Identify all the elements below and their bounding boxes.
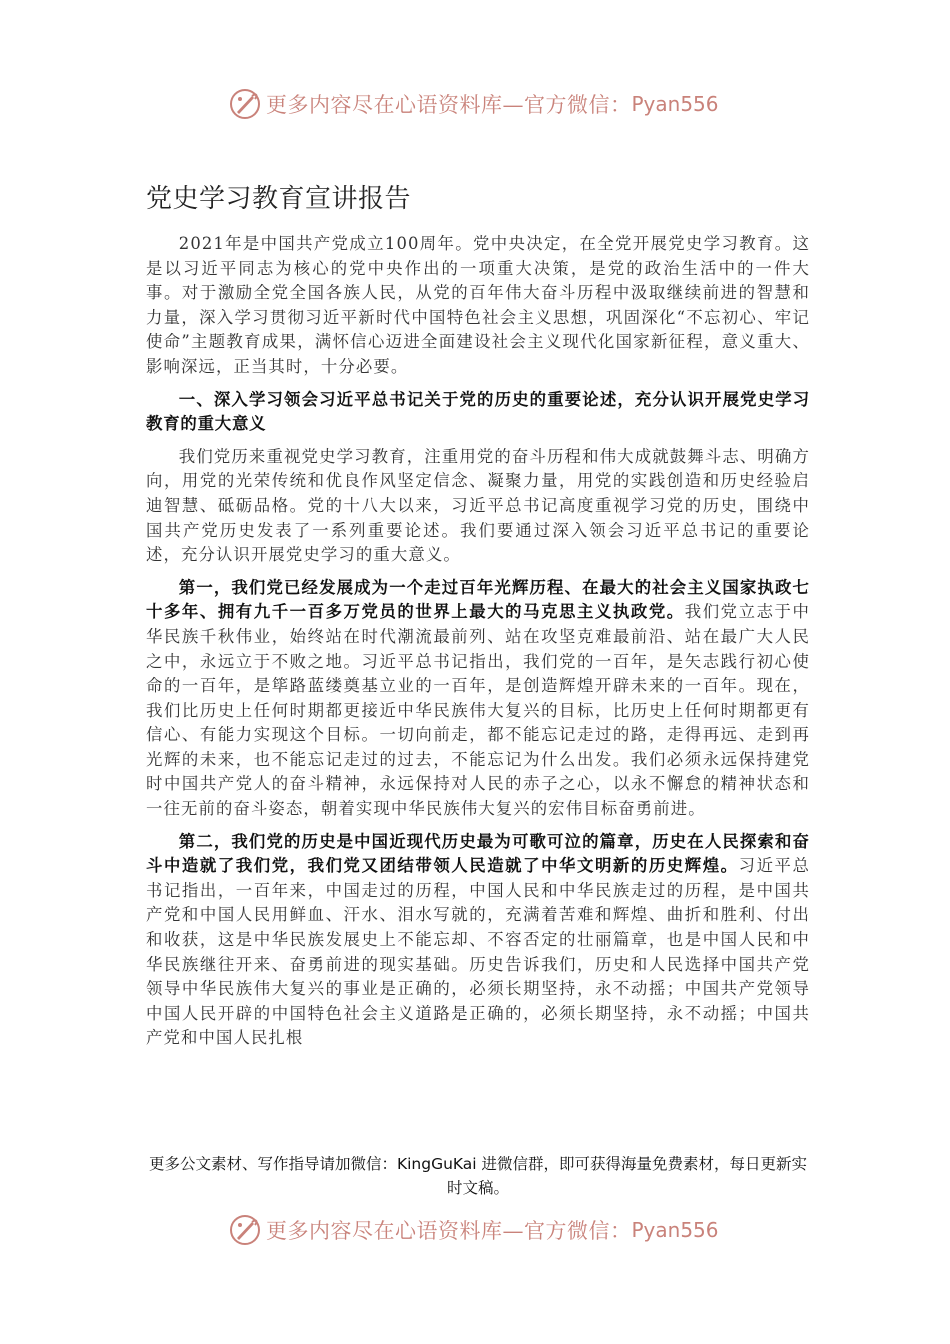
quill-logo-icon xyxy=(228,87,262,121)
watermark-wechat-id: Pyan556 xyxy=(631,1218,719,1242)
point-two-paragraph xyxy=(146,830,810,1051)
section-heading: 一、深入学习领会习近平总书记关于党的历史的重要论述，充分认识开展党史学习教育的重大意义 xyxy=(146,389,810,434)
document-body xyxy=(146,232,810,1100)
point-one-paragraph xyxy=(146,576,810,822)
point-two-lead: 第二，我们党的历史是中国近现代历史最为可歌可泣的篇章，历史在人民探索和奋斗中造就了我们党，我们党又团结带领人民造就了中华文明新的历史辉煌。 xyxy=(146,831,810,876)
watermark-text: 更多内容尽在心语资料库—官方微信： xyxy=(266,93,632,117)
quill-logo-icon xyxy=(228,1213,262,1247)
page-title: 党史学习教育宣讲报告 xyxy=(146,184,412,214)
watermark-footer xyxy=(228,1208,788,1252)
section-paragraph: 我们党历来重视党史学习教育，注重用党的奋斗历程和伟大成就鼓舞斗志、明确方向，用党的光荣传统和优良作风坚定信念、凝聚力量，用党的实践创造和历史经验启迪智慧、砥砺品格。党的十八大以来，习近平总书记高度重视学习党的历史，围绕中国共产党历史发表了一系列重要论述。我们要通过深入领会习近平总书记的重要论述，充分认识开展党史学习的重大意义。 xyxy=(146,446,810,565)
footer-note: 更多公文素材、写作指导请加微信：KingGuKai 进微信群，即可获得海量免费素材，每日更新实时文稿。 xyxy=(148,1155,808,1197)
point-two-body: 习近平总书记指出，一百年来，中国走过的历程，中国人民和中华民族走过的历程，是中国共产党和中国人民用鲜血、汗水、泪水写就的，充满着苦难和辉煌、曲折和胜利、付出和收获，这是中华民族发展史上不能忘却、不容否定的壮丽篇章，也是中国人民和中华民族继往开来、奋勇前进的现实基础。历史告诉我们，历史和人民选择中国共产党领导中华民族伟大复兴的事业是正确的，必须长期坚持，永不动摇；中国共产党领导中国人民开辟的中国特色社会主义道路是正确的，必须长期坚持，永不动摇；中国共产党和中国人民扎根 xyxy=(146,856,810,1048)
body-text-region xyxy=(146,232,810,1100)
point-one-lead: 第一，我们党已经发展成为一个走过百年光辉历程、在最大的社会主义国家执政七十多年、拥有九千一百多万党员的世界上最大的马克思主义执政党。 xyxy=(146,577,810,622)
watermark-text: 更多内容尽在心语资料库—官方微信： xyxy=(266,1219,632,1243)
watermark-header xyxy=(228,82,788,126)
watermark-wechat-id: Pyan556 xyxy=(631,92,719,116)
intro-paragraph: 2021年是中国共产党成立100周年。党中央决定，在全党开展党史学习教育。这是以习近平同志为核心的党中央作出的一项重大决策，是党的政治生活中的一件大事。对于激励全党全国各族人民，从党的百年伟大奋斗历程中汲取继续前进的智慧和力量，深入学习贯彻习近平新时代中国特色社会主义思想，巩固深化“不忘初心、牢记使命”主题教育成果，满怀信心迈进全面建设社会主义现代化国家新征程，意义重大、影响深远，正当其时，十分必要。 xyxy=(146,234,810,376)
point-one-body: 我们党立志于中华民族千秋伟业，始终站在时代潮流最前列、站在攻坚克难最前沿、站在最广大人民之中，永远立于不败之地。习近平总书记指出，我们党的一百年，是矢志践行初心使命的一百年，是筚路蓝缕奠基立业的一百年，是创造辉煌开辟未来的一百年。现在，我们比历史上任何时期都更接近中华民族伟大复兴的目标，比历史上任何时期都更有信心、有能力实现这个目标。一切向前走，都不能忘记走过的路，走得再远、走到再光辉的未来，也不能忘记走过的过去，不能忘记为什么出发。我们必须永远保持建党时中国共产党人的奋斗精神，永远保持对人民的赤子之心，以永不懈怠的精神状态和一往无前的奋斗姿态，朝着实现中华民族伟大复兴的宏伟目标奋勇前进。 xyxy=(146,602,810,819)
